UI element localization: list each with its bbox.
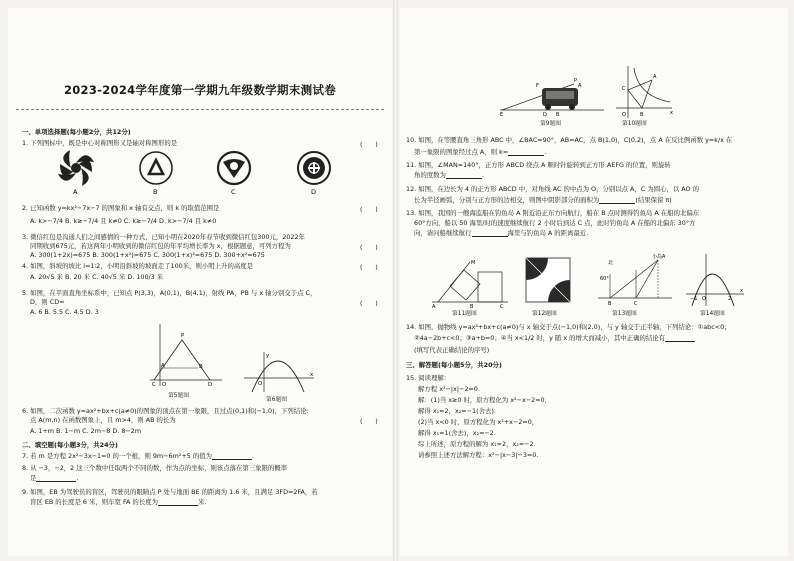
svg-text:y: y bbox=[266, 353, 270, 359]
svg-text:A: A bbox=[578, 83, 582, 89]
svg-text:O: O bbox=[702, 296, 706, 302]
left-page bbox=[8, 8, 392, 556]
figure-14 bbox=[684, 254, 746, 306]
svg-text:x: x bbox=[670, 110, 673, 116]
question-3: 3. 微信红包是沟通人们之间感情的一种方式，已知小明在2020年春节收到微信红包300元，2022年 bbox=[22, 233, 305, 241]
figure-13 bbox=[596, 254, 674, 306]
figure-13-caption: 第13题图 bbox=[612, 311, 637, 317]
question-6: 6. 如图，二次函数 y=ax²+bx+c(a≠0)的图象的顶点在第一象限，且过点(0,1)和(−1,0)，下列结论: bbox=[22, 407, 309, 415]
answer-paren: ( ) bbox=[360, 263, 378, 271]
section-3-heading: 三、解答题(每小题5分，共20分) bbox=[406, 361, 502, 369]
question-6-line2: 点 A(m,n) 在函数图象上，且 m>4，则 AB 的长为 bbox=[30, 416, 176, 424]
page-fold bbox=[393, 0, 398, 561]
solution-line-7: 请参照上述方法解方程：x²−|x−3|−3=0. bbox=[418, 451, 539, 459]
q1-icons bbox=[56, 148, 356, 196]
question-4: 4. 如图，斜坡的坡比 i=1∶2，小明沿斜坡的坡面走了100米，则小明上升的高度是 bbox=[22, 262, 254, 270]
circle-logo-icon bbox=[298, 152, 330, 184]
svg-text:C: C bbox=[622, 86, 626, 92]
option-d-label: D bbox=[311, 188, 317, 196]
figure-12-caption: 第12题图 bbox=[532, 311, 557, 317]
svg-text:小岛A: 小岛A bbox=[652, 254, 666, 260]
question-5-options: A. 6 B. 5.5 C. 4.5 D. 3 bbox=[30, 308, 99, 316]
figure-5-caption: 第5题图 bbox=[168, 393, 190, 399]
figure-9-caption: 第9题图 bbox=[540, 121, 562, 127]
svg-text:O: O bbox=[622, 112, 626, 118]
question-10: 10. 如图，在等腰直角三角形 ABC 中，∠BAC=90°，AB=AC，点 B(1,0)，C(0,2)，点 A 在反比例函数 y=k/x 在 bbox=[406, 136, 733, 144]
answer-paren: ( ) bbox=[360, 299, 378, 307]
svg-text:B: B bbox=[556, 112, 560, 118]
solution-line-5: 解得 x₁=1(舍去)，x₂=−2. bbox=[418, 429, 496, 437]
question-5: 5. 如图，在平面直角坐标系中，已知点 P(3,3)，A(0,1)，B(4,1)，射线 PA，PB 与 x 轴分别交于点 C， bbox=[22, 289, 317, 297]
question-14: 14. 如图，抛物线 y=ax²+bx+c(a≠0)与 x 轴交于点(−1,0)和(2,0)，与 y 轴交于正半轴，下列结论：①abc<0； bbox=[406, 323, 731, 331]
question-3-line2: 同期收到675元，若这两年小明收到的微信红包的年平均增长率为 x，根据题意，可列方程为 bbox=[30, 242, 291, 250]
figure-14-caption: 第14题图 bbox=[700, 311, 725, 317]
question-3-options: A. 300(1+2x)=675 B. 300(1+x²)=675 C. 300(1+x)²=675 D. 300+x²=675 bbox=[30, 251, 265, 259]
section-1-heading: 一、单项选择题(每小题2分，共12分) bbox=[22, 128, 131, 136]
solution-line-1: 解方程 x²−|x|−2=0. bbox=[418, 385, 480, 393]
svg-text:60°: 60° bbox=[600, 276, 609, 282]
page-title: 2023-2024学年度第一学期九年级数学期末测试卷 bbox=[63, 83, 337, 97]
figure-5 bbox=[148, 324, 223, 386]
svg-text:x: x bbox=[740, 288, 743, 294]
figure-10 bbox=[612, 66, 674, 118]
svg-text:−1: −1 bbox=[690, 296, 698, 302]
figure-11-caption: 第11题图 bbox=[452, 311, 477, 317]
svg-text:O: O bbox=[162, 382, 167, 388]
answer-paren: ( ) bbox=[360, 140, 378, 148]
question-12: 12. 如图，在边长为 4 的正方形 ABCD 中，对角线 AC 的中点为 O，分别以点 A，C 为圆心，以 AO 的 bbox=[406, 185, 700, 193]
svg-text:x: x bbox=[310, 372, 314, 378]
right-page bbox=[400, 8, 788, 556]
answer-paren: ( ) bbox=[360, 417, 378, 425]
question-13-line2: 60°方向，船以 50 海里/时的速度继续航行 2 小时后到达 C 点，此时钓鱼岛 A 在船的北偏东 30°方 bbox=[414, 219, 696, 227]
solution-line-6: 综上所述，原方程的解为 x₁=2，x₂=−2. bbox=[418, 440, 536, 448]
svg-text:B: B bbox=[470, 304, 474, 310]
svg-text:B: B bbox=[199, 364, 203, 370]
option-b-label: B bbox=[153, 188, 158, 196]
svg-text:C: C bbox=[152, 382, 156, 388]
answer-paren: ( ) bbox=[360, 205, 378, 213]
question-7: 7. 若 m 是方程 2x²−3x−1=0 的一个根，则 9m−6m²+5 的值为 . bbox=[22, 452, 255, 460]
svg-text:O: O bbox=[258, 381, 263, 387]
question-14-line2: ②4a−2b+c<0；③a+b=0；④当 x<1/2 时，y 随 x 的增大而减小，其中正确的结论有 bbox=[414, 334, 695, 342]
svg-text:A: A bbox=[161, 363, 165, 369]
question-2: 2. 已知函数 y=kx²−7x−7 的图象和 x 轴有交点，则 k 的取值范围是 bbox=[22, 204, 220, 212]
question-8: 8. 从 −3，−2，2 这三个数中任取两个不同的数，作为点的坐标，则该点落在第三象限的概率 bbox=[22, 464, 288, 472]
question-2-options: A. k>−7/4 B. k≥−7/4 且 k≠0 C. k≥−7/4 D. k>−7/4 且 k≠0 bbox=[30, 217, 217, 225]
question-8-line2: 是 . bbox=[30, 474, 79, 482]
question-12-line2: 长为半径画弧，分别与正方形的边相交，则图中阴影部分的面积为 (结果保留 π) bbox=[414, 196, 672, 204]
divider bbox=[16, 109, 384, 110]
svg-text:C: C bbox=[500, 304, 504, 310]
question-9-line2: 盲区 EB 的长度是 6 米，则车宽 FA 的长度为 米. bbox=[30, 498, 207, 506]
svg-text:A: A bbox=[432, 304, 436, 310]
answer-paren: ( ) bbox=[360, 243, 378, 251]
question-14-line3: (填写代表正确结论的序号) bbox=[414, 346, 490, 354]
question-11-line2: 角的度数为 . bbox=[414, 171, 484, 179]
svg-text:C: C bbox=[634, 301, 638, 307]
svg-text:P: P bbox=[574, 78, 578, 84]
question-9: 9. 如图，EB 为驾驶员的盲区，驾驶员的眼睛点 P 处与地面 BE 的距离为 1.6 米，且满足 3FD=2FA，若 bbox=[22, 488, 318, 496]
svg-text:北: 北 bbox=[608, 260, 614, 266]
figure-10-caption: 第10题图 bbox=[622, 121, 647, 127]
svg-text:A: A bbox=[653, 74, 657, 80]
recycle-icon bbox=[140, 152, 172, 184]
option-c-label: C bbox=[231, 188, 236, 196]
question-13-line3: 向，请问船继续航行 海里与钓鱼岛 A 的距离最近. bbox=[414, 229, 589, 237]
svg-text:B: B bbox=[640, 112, 644, 118]
question-10-line2: 第一象限的图象经过点 A，则 k= . bbox=[414, 148, 547, 156]
pinwheel-icon bbox=[58, 150, 94, 186]
question-6-options: A. 1+m B. 1−m C. 2m−8 D. 8−2m bbox=[30, 427, 142, 435]
figure-11 bbox=[430, 260, 510, 308]
question-1: 1. 下列图标中，既是中心对称图形又是轴对称图形的是 bbox=[22, 139, 178, 147]
figure-12 bbox=[524, 256, 572, 304]
figure-9 bbox=[498, 74, 608, 116]
svg-text:D: D bbox=[208, 382, 213, 388]
figure-6-caption: 第6题图 bbox=[266, 397, 288, 403]
question-4-options: A. 20√5 米 B. 20 米 C. 40√5 米 D. 100/3 米 bbox=[30, 273, 164, 281]
svg-text:F: F bbox=[536, 83, 539, 89]
option-a-label: A bbox=[73, 188, 78, 196]
svg-text:P: P bbox=[181, 333, 185, 339]
svg-text:2: 2 bbox=[728, 296, 732, 302]
section-2-heading: 二、填空题(每小题3分，共24分) bbox=[22, 441, 118, 449]
svg-text:M: M bbox=[471, 260, 476, 266]
solution-line-4: (2)当 x<0 时，原方程化为 x²+x−2=0， bbox=[418, 418, 539, 426]
solution-line-3: 解得 x₁=2，x₂=−1(舍去). bbox=[418, 407, 496, 415]
solution-line-2: 解：(1)当 x≥0 时，原方程化为 x²−x−2=0， bbox=[418, 396, 551, 404]
svg-text:D: D bbox=[543, 112, 547, 118]
question-13: 13. 如图，我国的一艘海监船在钓鱼岛 A 附近沿正东方向航行，船在 B 点时测得钓鱼岛 A 在船的北偏东 bbox=[406, 209, 700, 217]
question-11: 11. 如图，∠MAN=140°，正方形 ABCD 绕点 A 顺时针旋转到正方形 AEFG 的位置，则旋转 bbox=[406, 161, 671, 169]
question-5-line2: D，则 CD= bbox=[30, 298, 65, 306]
question-15: 15. 阅读理解： bbox=[406, 374, 451, 382]
figure-6 bbox=[244, 352, 316, 392]
badge-icon bbox=[218, 152, 250, 184]
svg-text:B: B bbox=[608, 301, 612, 307]
svg-text:E: E bbox=[500, 112, 504, 118]
